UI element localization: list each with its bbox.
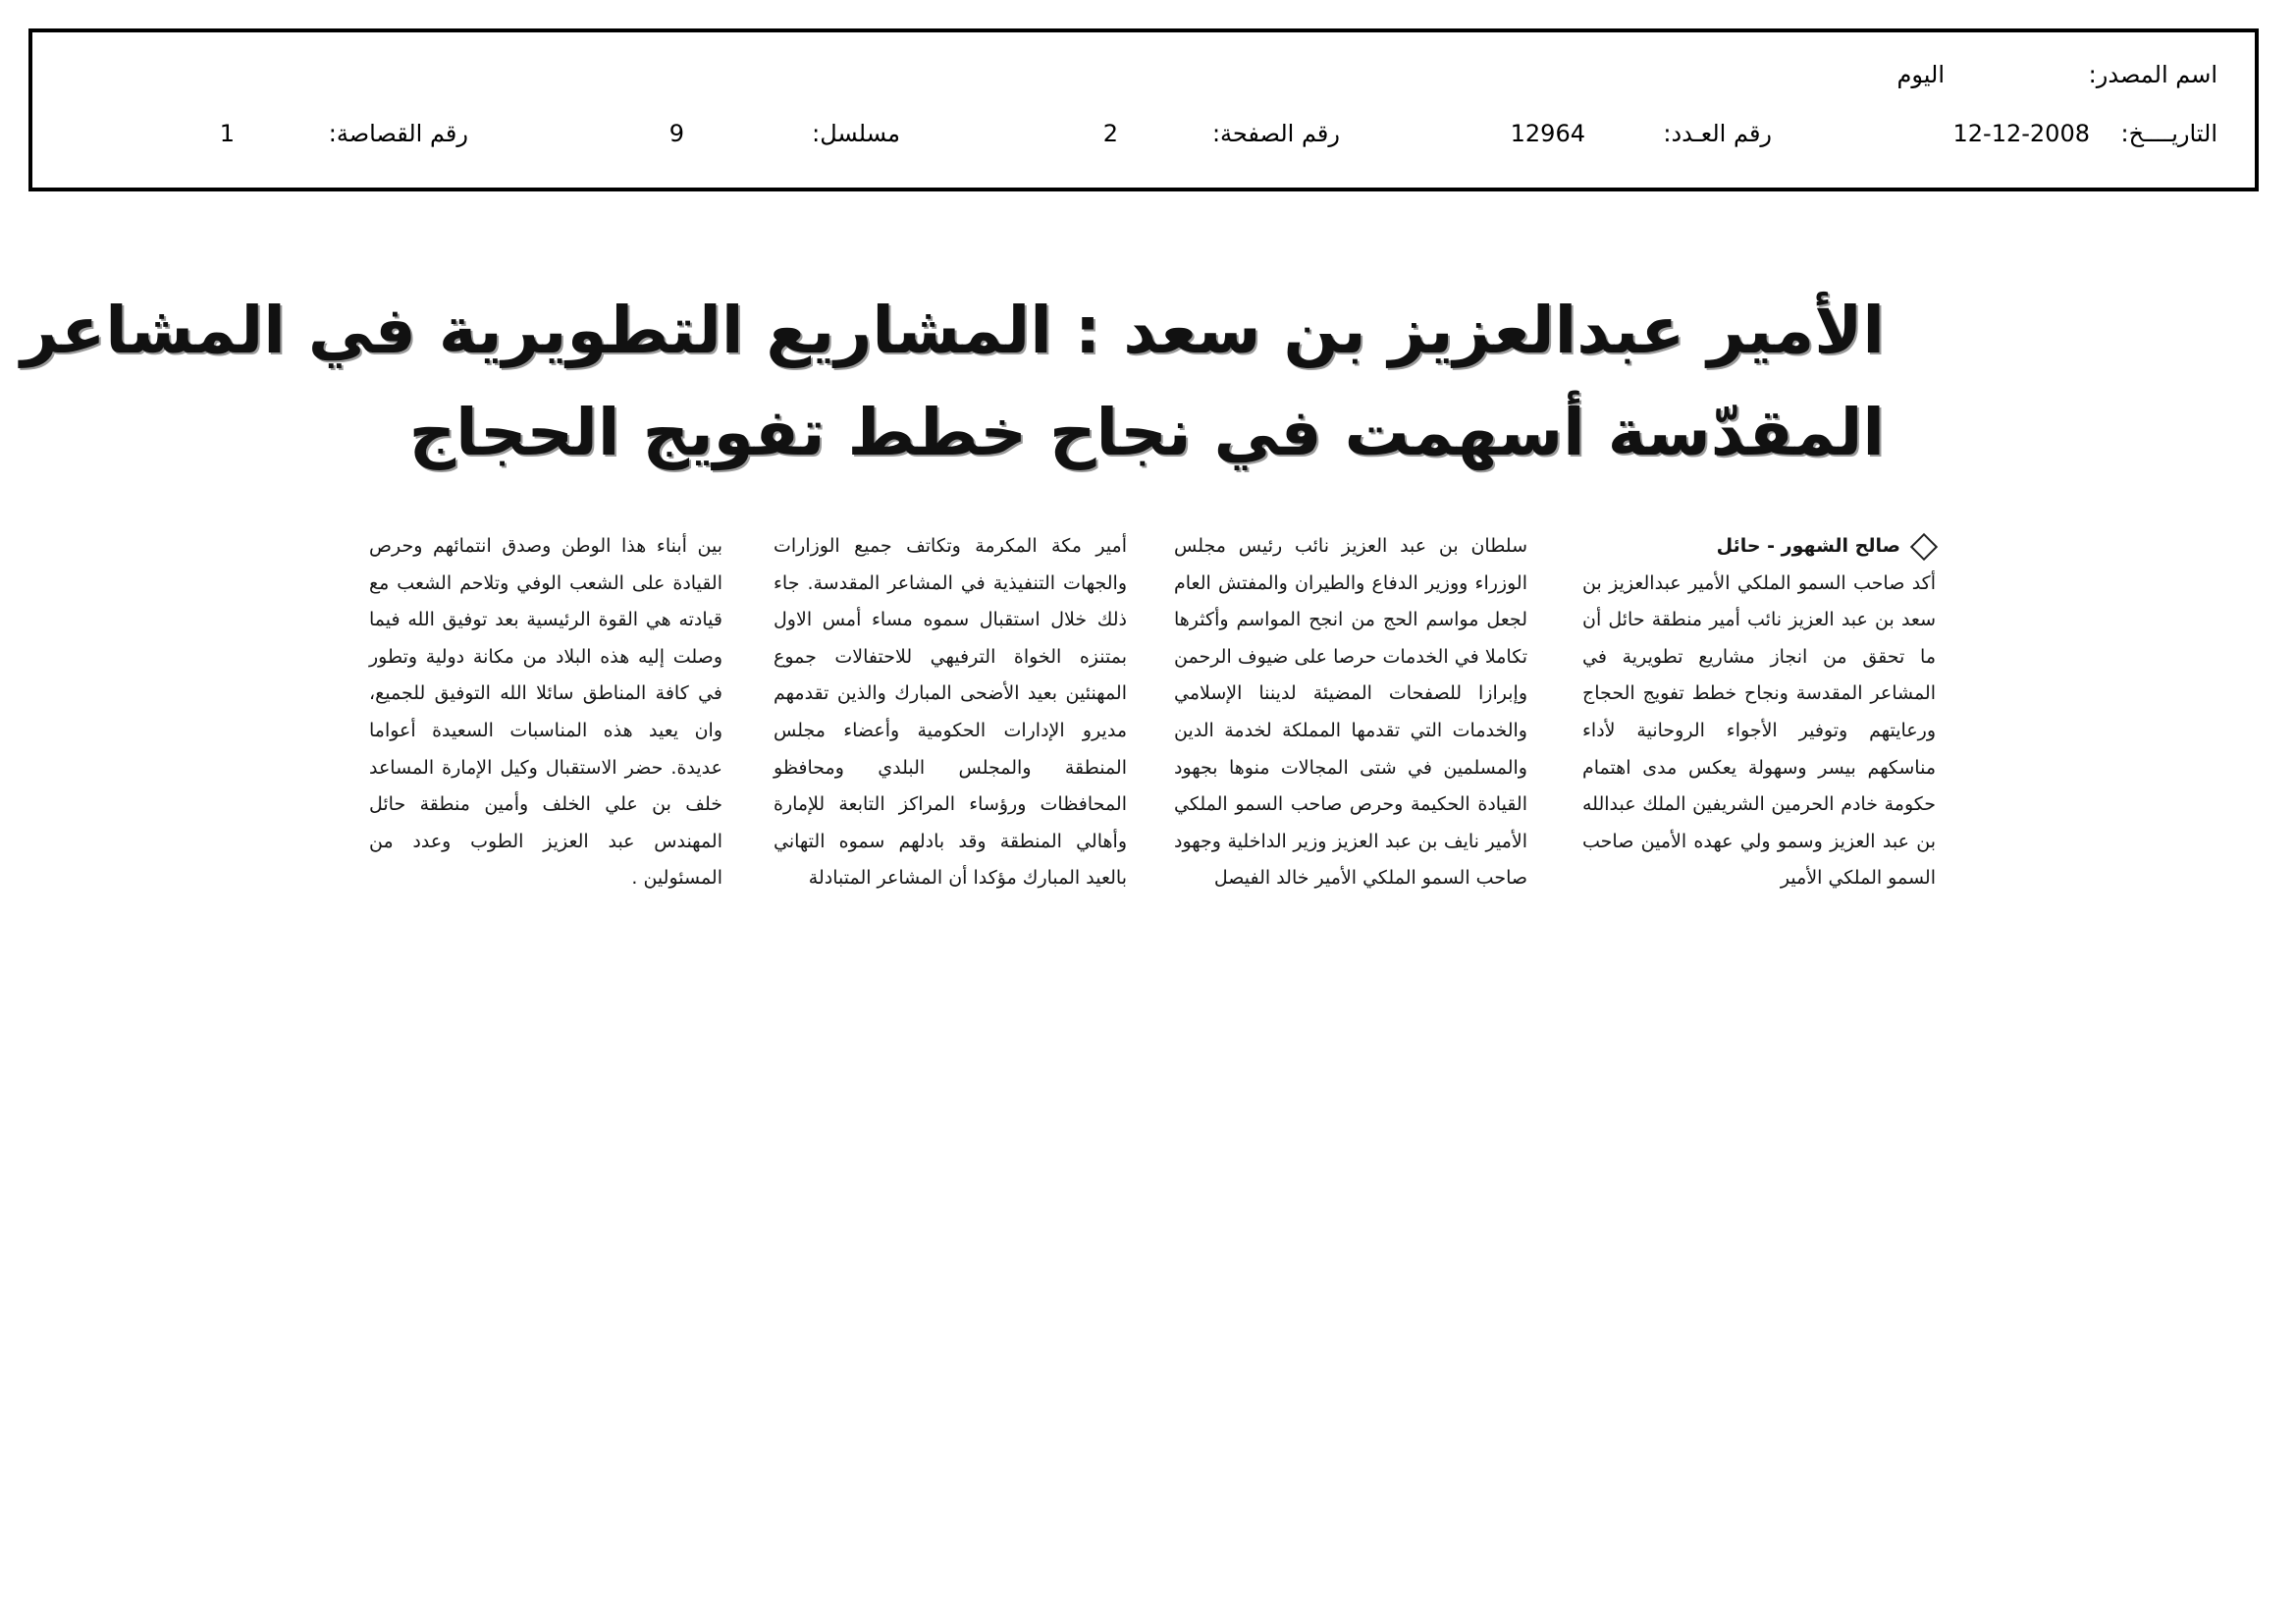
date-label: التاريــــخ: xyxy=(2120,120,2217,147)
source-name-value: اليوم xyxy=(1896,61,1945,88)
date-value: 12-12-2008 xyxy=(1952,120,2090,147)
clipping-number-value: 1 xyxy=(219,120,235,147)
byline-text: صالح الشهور - حائل xyxy=(1716,535,1900,557)
source-name-label: اسم المصدر: xyxy=(2088,61,2217,88)
clipping-metadata-box xyxy=(28,28,2259,191)
headline-line-2: المقدّسة أسهمت في نجاح خطط تفويج الحجاج xyxy=(408,395,1885,470)
clipping-number-label: رقم القصاصة: xyxy=(328,120,468,147)
column-4-text: بين أبناء هذا الوطن وصدق انتمائهم وحرص القيادة على الشعب الوفي وتلاحم الشعب مع قيادته هي القوة الرئيسية بعد توفيق الله فيما وصلت إليه هذه البلاد من مكانة دولية وتطور في كافة المناطق سائلا الله التوفيق للجميع، وان يعيد هذه المناسبات السعيدة أعواما عديدة. حضر الاستقبال وكيل الإمارة المساعد خلف بن علي الخلف وأمين منطقة حائل المهندس عبد العزيز الطوب وعدد من المسئولين . xyxy=(369,535,722,890)
article-headline xyxy=(21,280,1885,484)
serial-label: مسلسل: xyxy=(812,120,900,147)
headline-line-1: الأمير عبدالعزيز بن سعد : المشاريع التطويرية في المشاعر xyxy=(21,293,1885,368)
article-column-2 xyxy=(1174,528,1527,897)
serial-value: 9 xyxy=(668,120,684,147)
column-1-text: أكد صاحب السمو الملكي الأمير عبدالعزيز بن سعد بن عبد العزيز نائب أمير منطقة حائل أن ما تحقق من انجاز مشاريع تطويرية في المشاعر المقدسة ونجاح خطط تفويج الحجاج ورعايتهم وتوفير الأجواء الروحانية لأداء مناسكهم بيسر وسهولة يعكس مدى اهتمام حكومة خادم الحرمين الشريفين الملك عبدالله بن عبد العزيز وسمو ولي عهده الأمين صاحب السمو الملكي الأمير xyxy=(1582,571,1936,890)
article-column-1 xyxy=(1582,528,1936,897)
column-2-text: سلطان بن عبد العزيز نائب رئيس مجلس الوزراء ووزير الدفاع والطيران والمفتش العام لجعل مواسم الحج من انجح المواسم وأكثرها تكاملا في الخدمات حرصا على ضيوف الرحمن وإبرازا للصفحات المضيئة لديننا الإسلامي والخدمات التي تقدمها المملكة لخدمة الدين والمسلمين في شتى المجالات منوها بجهود القيادة الحكيمة وحرص صاحب السمو الملكي الأمير نايف بن عبد العزيز وزير الداخلية وجهود صاحب السمو الملكي الأمير خالد الفيصل xyxy=(1174,535,1527,890)
page-number-value: 2 xyxy=(1102,120,1118,147)
article-column-3 xyxy=(774,528,1127,897)
column-3-text: أمير مكة المكرمة وتكاتف جميع الوزارات والجهات التنفيذية في المشاعر المقدسة. جاء ذلك خلال استقبال سموه مساء أمس الاول بمتنزه الخواة الترفيهي للاحتفالات جموع المهنئين بعيد الأضحى المبارك والذين تقدمهم مديرو الإدارات الحكومية وأعضاء مجلس المنطقة والمجلس البلدي ومحافظو المحافظات ورؤساء المراكز التابعة للإمارة وأهالي المنطقة وقد بادلهم سموه التهاني بالعيد المبارك مؤكدا أن المشاعر المتبادلة xyxy=(774,535,1127,890)
article-column-4 xyxy=(369,528,722,897)
issue-number-label: رقم العـدد: xyxy=(1663,120,1772,147)
page-number-label: رقم الصفحة: xyxy=(1211,120,1340,147)
byline xyxy=(1582,528,1936,566)
issue-number-value: 12964 xyxy=(1510,120,1585,147)
diamond-ornament-icon xyxy=(1910,533,1938,561)
